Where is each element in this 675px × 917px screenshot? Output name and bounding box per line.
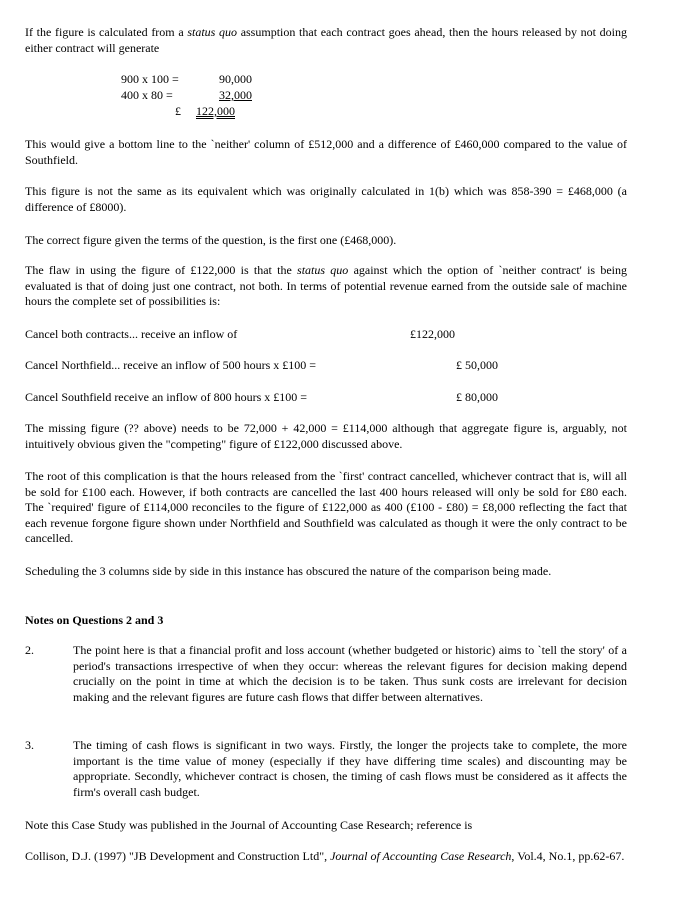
comparison-paragraph: This figure is not the same as its equivalent which was originally calculated in 1(b) which was 858-390 = £468,000 (a difference of £8000). <box>25 184 627 214</box>
missing-figure-paragraph: The missing figure (?? above) needs to be 72,000 + 42,000 = £114,000 although that aggregate figure is, arguably, not intuitively obvious given the "competing" figure of £122,000 discussed above. <box>25 421 627 451</box>
status-quo-emphasis: status quo <box>297 263 349 277</box>
note-text: The timing of cash flows is significant in two ways. Firstly, the longer the projects take to complete, the more important is the time value of money (especially if they have differing time scales) and discounting may be appropriate. Secondly, whichever contract is chosen, the timing of cash flows must be considered as it affects the firm's overall cash budget. <box>73 738 627 799</box>
option-row-cancel-southfield: Cancel Southfield receive an inflow of 800 hours x £100 = <box>25 390 308 404</box>
flaw-paragraph: The flaw in using the figure of £122,000 is that the status quo against which the option of `neither contract' is being evaluated is that of doing just one contract, not both. In terms of potential revenue earned from the outside sale of machine hours the complete set of possibilities is: <box>25 263 627 308</box>
status-quo-emphasis: status quo <box>187 25 238 39</box>
option-row-cancel-both: Cancel both contracts... receive an inflow of <box>25 327 238 341</box>
complication-paragraph: The root of this complication is that the hours released from the `first' contract cancelled, whichever contract that is, will all be sold for £100 each. However, if both contracts are cancelled the last 400 hours released will only be sold for £80 each. The `required' figure of £114,000 reconciles to the figure of £122,000 as 400 (£100 - £80) = £8,000 reflecting the fact that each revenue forgone figure shown under Northfield and Southfield was calculated as though it were the only contract to be cancelled. <box>25 469 627 545</box>
option-amount-cancel-northfield: £ 50,000 <box>456 358 498 372</box>
calc-line-2-value: 32,000 <box>219 88 252 102</box>
journal-title: Journal of Accounting Case Research <box>330 849 512 863</box>
intro-paragraph: If the figure is calculated from a status quo assumption that each contract goes ahead, then the hours released by not doing either contract will generate <box>25 25 628 55</box>
calc-line-1-value: 90,000 <box>219 72 252 86</box>
option-amount-cancel-both: £122,000 <box>410 327 455 341</box>
option-amount-cancel-southfield: £ 80,000 <box>456 390 498 404</box>
note-number: 2. <box>25 643 34 657</box>
scheduling-paragraph: Scheduling the 3 columns side by side in this instance has obscured the nature of the comparison being made. <box>25 564 552 578</box>
note-text: The point here is that a financial profit and loss account (whether budgeted or historic) aims to `tell the story' of a period's transactions irrespective of when they occur: whereas the relevant figures for decision making depend crucially on the point in time at which the decision is to be taken. Thus sunk costs are irrelevant for decision making and the relevant figures are future cash flows that differ between alternatives. <box>73 643 627 704</box>
notes-heading: Notes on Questions 2 and 3 <box>25 613 164 627</box>
bottom-line-paragraph: This would give a bottom line to the `neither' column of £512,000 and a difference of £460,000 compared to the value of Southfield. <box>25 137 627 167</box>
case-study-note: Note this Case Study was published in the Journal of Accounting Case Research; reference is <box>25 818 473 832</box>
calc-currency-symbol: £ <box>175 104 181 118</box>
calc-line-1-label: 900 x 100 = <box>121 72 179 86</box>
hours-released-calculation <box>0 72 675 122</box>
calc-total-value: 122,000 <box>196 104 235 118</box>
option-row-cancel-northfield: Cancel Northfield... receive an inflow of 500 hours x £100 = <box>25 358 317 372</box>
correct-figure-paragraph: The correct figure given the terms of the question, is the first one (£468,000). <box>25 233 397 247</box>
note-number: 3. <box>25 738 34 752</box>
reference-citation: Collison, D.J. (1997) "JB Development and Construction Ltd", Journal of Accounting Case Research, Vol.4, No.1, pp.62-67. <box>25 849 625 863</box>
calc-line-2-label: 400 x 80 = <box>121 88 173 102</box>
